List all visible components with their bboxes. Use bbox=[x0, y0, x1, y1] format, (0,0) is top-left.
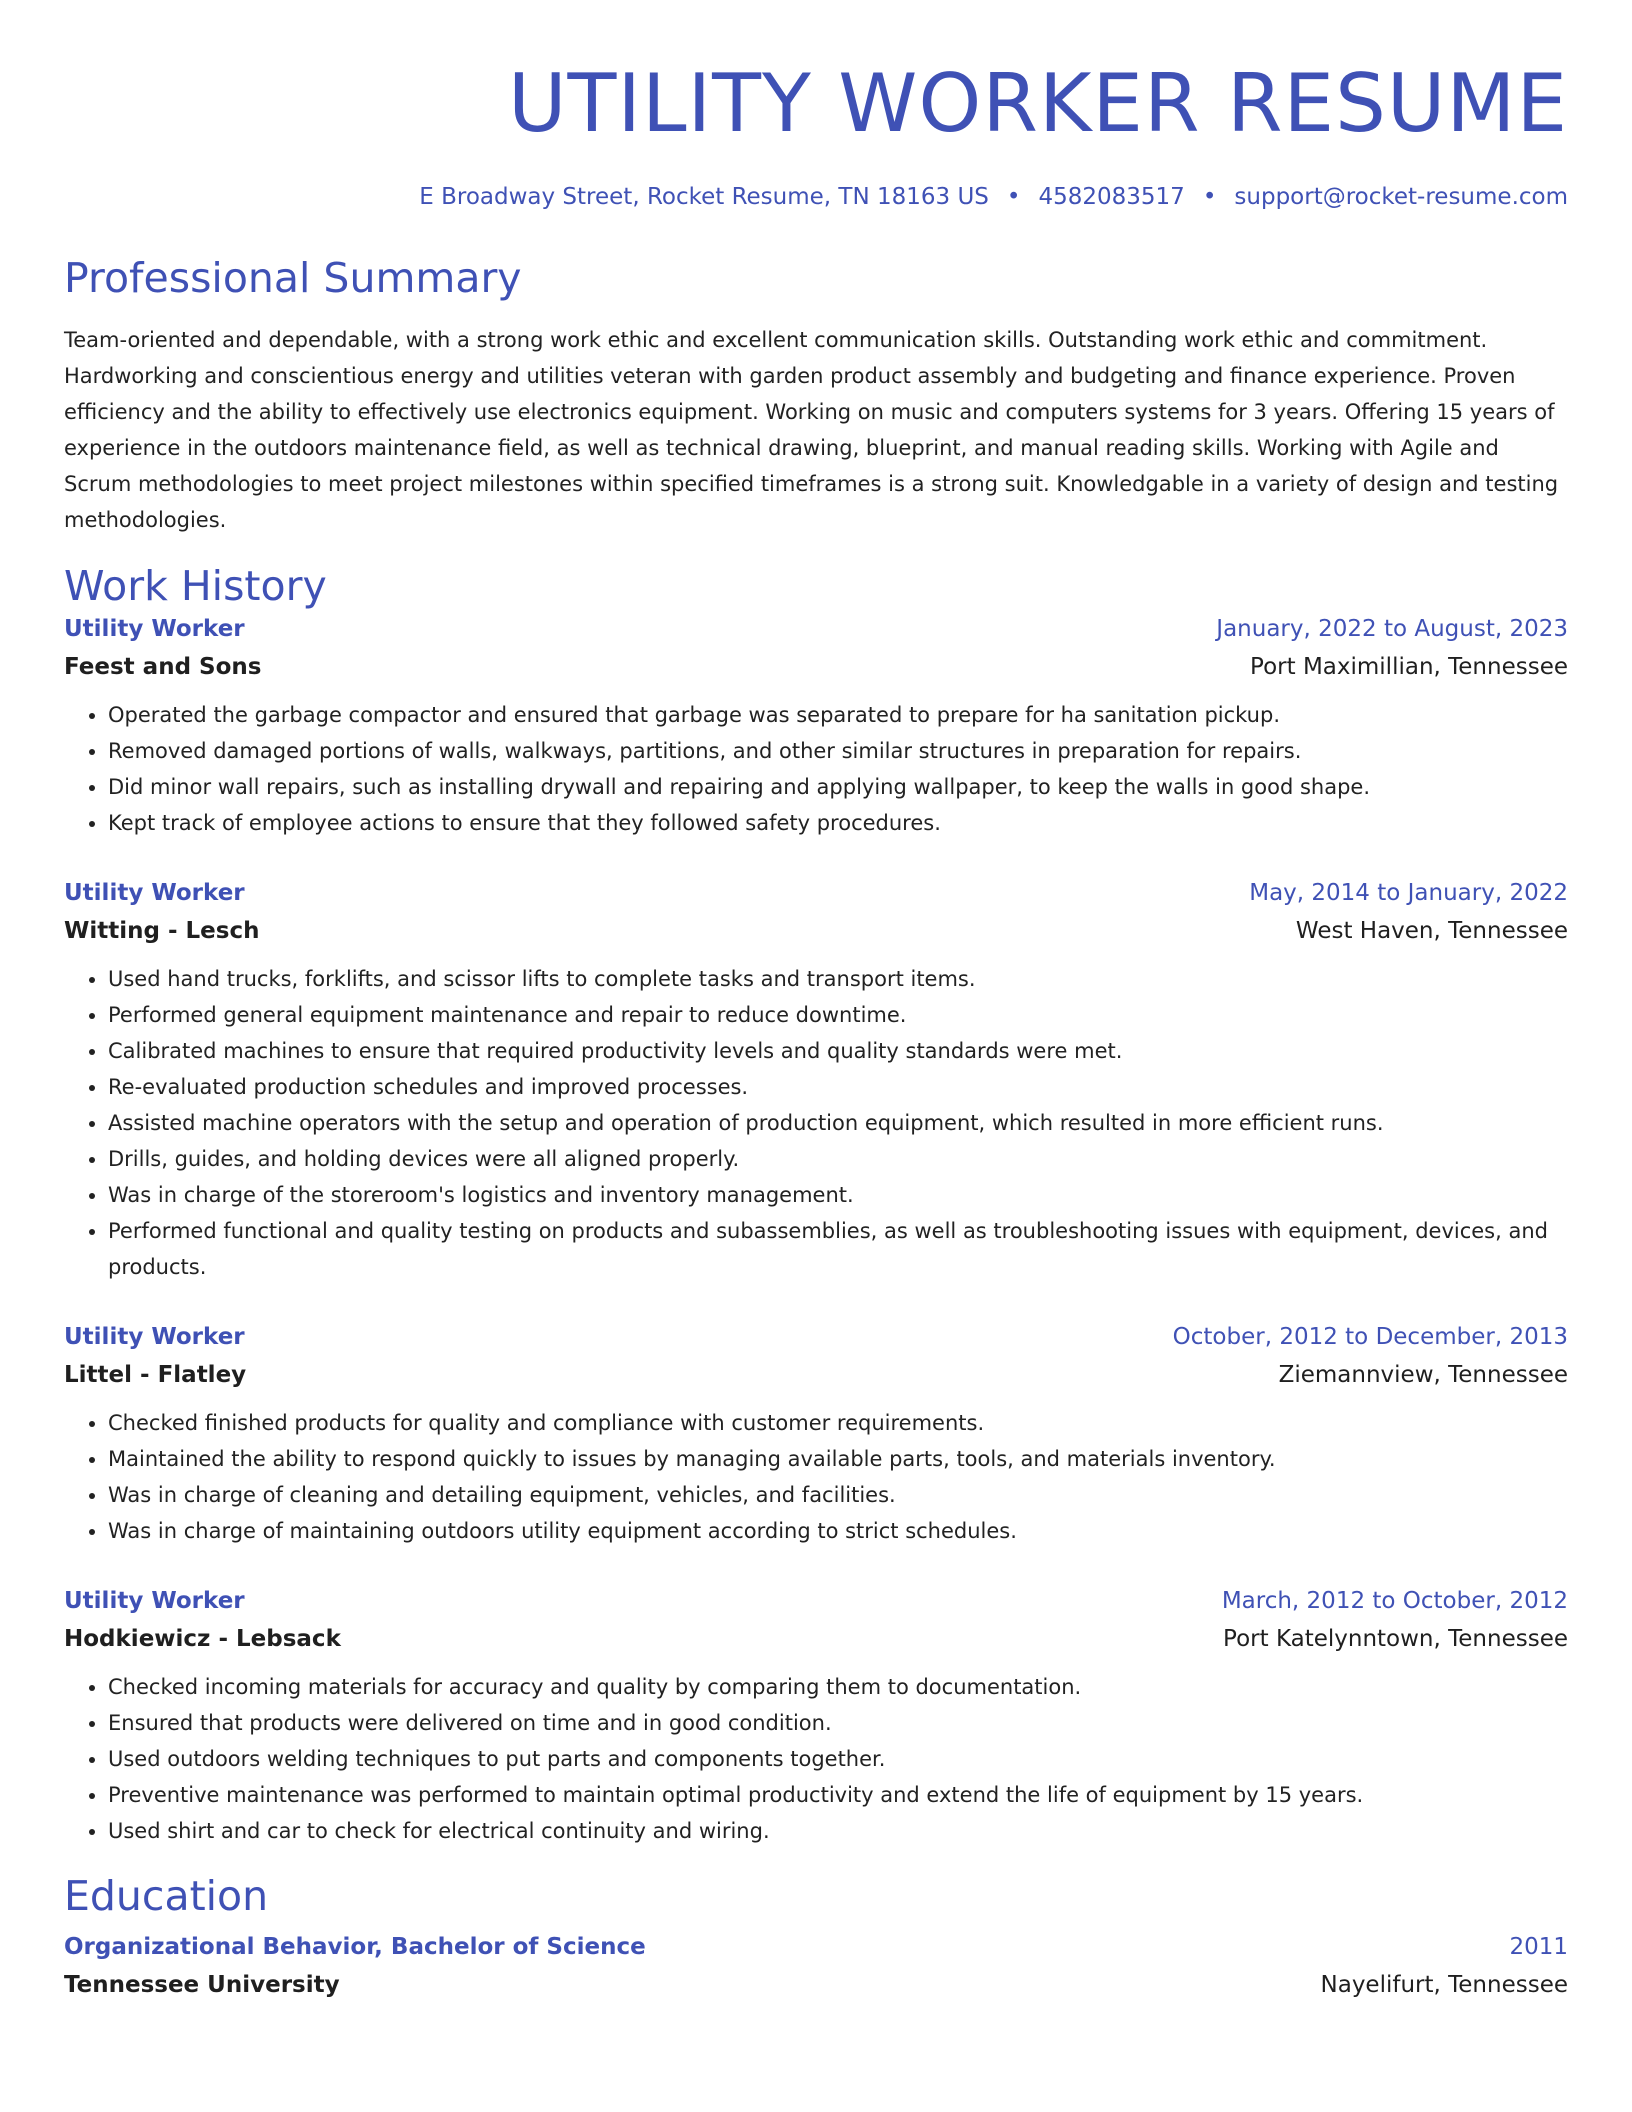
job-header-row bbox=[64, 875, 1568, 911]
job-company-row bbox=[64, 1619, 1568, 1659]
job-company: Hodkiewicz - Lebsack bbox=[64, 1626, 341, 1652]
job-bullet: • Checked incoming materials for accuracy and quality by comparing them to documentation. bbox=[108, 1669, 1568, 1705]
job-location: Port Katelynntown, Tennessee bbox=[1223, 1626, 1568, 1652]
job-bullet: • Drills, guides, and holding devices were all aligned properly. bbox=[108, 1141, 1568, 1177]
job-bullet: • Used shirt and car to check for electrical continuity and wiring. bbox=[108, 1813, 1568, 1849]
job-bullet-list bbox=[64, 1405, 1568, 1549]
education-heading: Education bbox=[64, 1872, 269, 1920]
job-bullet: • Checked finished products for quality and compliance with customer requirements. bbox=[108, 1405, 1568, 1441]
job-bullet: • Was in charge of cleaning and detailing equipment, vehicles, and facilities. bbox=[108, 1477, 1568, 1513]
job-bullet: • Used outdoors welding techniques to put parts and components together. bbox=[108, 1741, 1568, 1777]
job-bullet: • Performed functional and quality testing on products and subassemblies, as well as troubleshooting issues with equipment, devices, and products. bbox=[108, 1213, 1568, 1285]
job-header-row bbox=[64, 611, 1568, 647]
work-history-list bbox=[64, 611, 1568, 1849]
job-header-row bbox=[64, 1583, 1568, 1619]
job-bullet: • Was in charge of the storeroom's logistics and inventory management. bbox=[108, 1177, 1568, 1213]
education-school: Tennessee University bbox=[64, 1972, 340, 1998]
job-company: Littel - Flatley bbox=[64, 1362, 247, 1388]
education-school-row bbox=[64, 1965, 1568, 2005]
job-header-row bbox=[64, 1319, 1568, 1355]
job-bullet: • Preventive maintenance was performed to maintain optimal productivity and extend the life of equipment by 15 years. bbox=[108, 1777, 1568, 1813]
job-bullet: • Did minor wall repairs, such as installing drywall and repairing and applying wallpaper, to keep the walls in good shape. bbox=[108, 769, 1568, 805]
resume-page bbox=[64, 0, 1568, 2005]
job-dates: January, 2022 to August, 2023 bbox=[1216, 616, 1568, 642]
contact-email: support@rocket-resume.com bbox=[1234, 184, 1568, 210]
job-company-row bbox=[64, 1355, 1568, 1395]
contact-separator: • bbox=[1202, 184, 1217, 210]
job-dates: March, 2012 to October, 2012 bbox=[1221, 1588, 1568, 1614]
resume-name: UTILITY WORKER RESUME bbox=[507, 57, 1568, 150]
education-year: 2011 bbox=[1509, 1934, 1568, 1960]
job-title: Utility Worker bbox=[64, 1588, 245, 1614]
job-company: Witting - Lesch bbox=[64, 918, 260, 944]
job-title: Utility Worker bbox=[64, 880, 245, 906]
job-bullet: • Was in charge of maintaining outdoors utility equipment according to strict schedules. bbox=[108, 1513, 1568, 1549]
job-entry bbox=[64, 875, 1568, 1285]
job-bullet: • Operated the garbage compactor and ensured that garbage was separated to prepare for ha sanitation pickup. bbox=[108, 697, 1568, 733]
job-location: Port Maximillian, Tennessee bbox=[1250, 654, 1568, 680]
contact-address: E Broadway Street, Rocket Resume, TN 18163 US bbox=[419, 184, 989, 210]
job-bullet: • Ensured that products were delivered on time and in good condition. bbox=[108, 1705, 1568, 1741]
education-location: Nayelifurt, Tennessee bbox=[1320, 1972, 1568, 1998]
job-bullet-list bbox=[64, 961, 1568, 1285]
job-bullet: • Kept track of employee actions to ensure that they followed safety procedures. bbox=[108, 805, 1568, 841]
job-bullet: • Assisted machine operators with the setup and operation of production equipment, which resulted in more efficient runs. bbox=[108, 1105, 1568, 1141]
job-entry bbox=[64, 611, 1568, 841]
job-company-row bbox=[64, 647, 1568, 687]
contact-line bbox=[64, 182, 1568, 212]
job-bullet: • Re-evaluated production schedules and improved processes. bbox=[108, 1069, 1568, 1105]
job-dates: May, 2014 to January, 2022 bbox=[1249, 880, 1568, 906]
job-bullet-list bbox=[64, 1669, 1568, 1849]
summary-text: Team-oriented and dependable, with a strong work ethic and excellent communication skills. Outstanding work ethic and commitment. Hardworking and conscientious energy and utilities veteran with garden product assembly and budgeting and finance experience. Proven efficiency and the ability to effectively use electronics equipment. Working on music and computers systems for 3 years. Offering 15 years of experience in the outdoors maintenance field, as well as technical drawing, blueprint, and manual reading skills. Working with Agile and Scrum methodologies to meet project milestones within specified timeframes is a strong suit. Knowledgable in a variety of design and testing methodologies. bbox=[64, 328, 1559, 532]
job-location: Ziemannview, Tennessee bbox=[1278, 1362, 1568, 1388]
job-bullet-list bbox=[64, 697, 1568, 841]
job-bullet: • Used hand trucks, forklifts, and scissor lifts to complete tasks and transport items. bbox=[108, 961, 1568, 997]
job-title: Utility Worker bbox=[64, 616, 245, 642]
job-bullet: • Maintained the ability to respond quickly to issues by managing available parts, tools, and materials inventory. bbox=[108, 1441, 1568, 1477]
job-location: West Haven, Tennessee bbox=[1295, 918, 1568, 944]
job-bullet: • Performed general equipment maintenance and repair to reduce downtime. bbox=[108, 997, 1568, 1033]
job-dates: October, 2012 to December, 2013 bbox=[1172, 1324, 1568, 1350]
education-row bbox=[64, 1929, 1568, 1965]
work-history-heading: Work History bbox=[64, 562, 327, 610]
contact-phone: 4582083517 bbox=[1038, 184, 1185, 210]
job-company: Feest and Sons bbox=[64, 654, 262, 680]
summary-heading: Professional Summary bbox=[64, 254, 522, 302]
job-bullet: • Calibrated machines to ensure that required productivity levels and quality standards were met. bbox=[108, 1033, 1568, 1069]
education-degree: Organizational Behavior, Bachelor of Science bbox=[64, 1934, 646, 1960]
job-bullet: • Removed damaged portions of walls, walkways, partitions, and other similar structures in preparation for repairs. bbox=[108, 733, 1568, 769]
job-entry bbox=[64, 1319, 1568, 1549]
job-entry bbox=[64, 1583, 1568, 1849]
job-company-row bbox=[64, 911, 1568, 951]
job-title: Utility Worker bbox=[64, 1324, 245, 1350]
contact-separator: • bbox=[1006, 184, 1021, 210]
